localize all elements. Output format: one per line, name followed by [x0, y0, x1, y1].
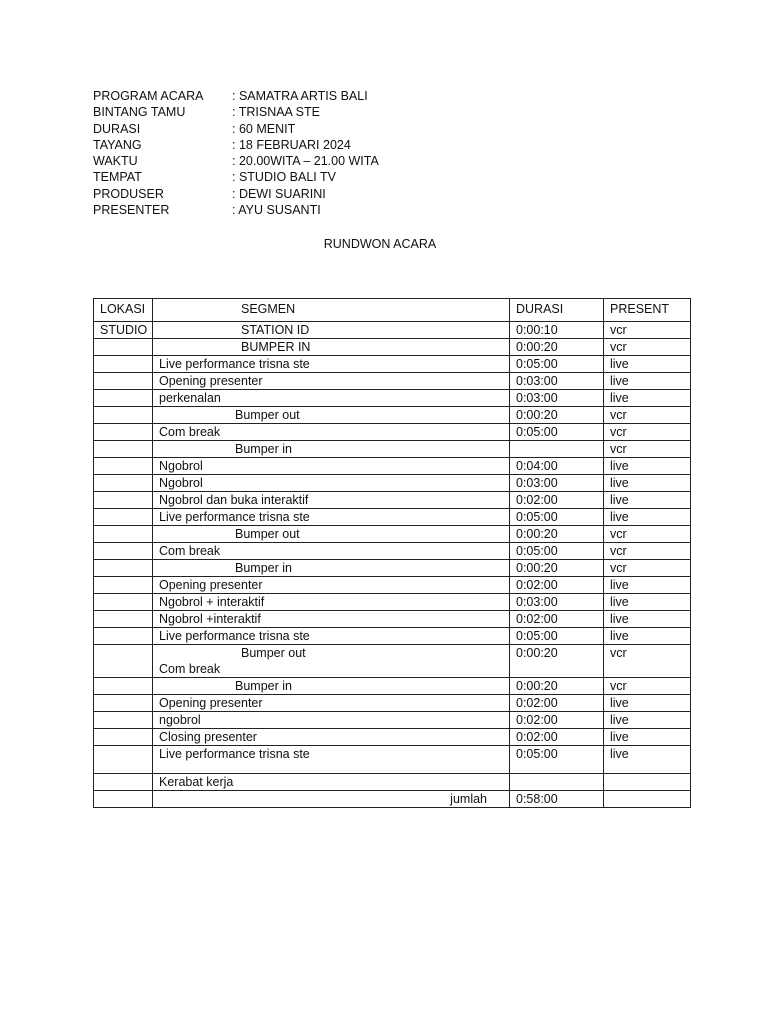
- cell-segmen: STATION ID: [153, 322, 510, 339]
- info-value: : 20.00WITA – 21.00 WITA: [232, 154, 379, 169]
- cell-segmen: Bumper in: [153, 678, 510, 695]
- cell-durasi: 0:05:00: [510, 543, 604, 560]
- info-label: TAYANG: [93, 137, 142, 152]
- table-row: [94, 424, 691, 441]
- cell-present: live: [604, 390, 691, 407]
- cell-segmen: Opening presenter: [153, 577, 510, 594]
- cell-lokasi: [94, 611, 153, 628]
- cell-present: live: [604, 746, 691, 774]
- cell-segmen: Ngobrol: [153, 458, 510, 475]
- table-row: [94, 475, 691, 492]
- cell-lokasi: [94, 390, 153, 407]
- cell-present: vcr: [604, 424, 691, 441]
- cell-present: vcr: [604, 678, 691, 695]
- cell-present: vcr: [604, 407, 691, 424]
- cell-present: live: [604, 356, 691, 373]
- cell-present: live: [604, 695, 691, 712]
- cell-segmen: Closing presenter: [153, 729, 510, 746]
- cell-segmen: Com break: [153, 424, 510, 441]
- cell-durasi: 0:04:00: [510, 458, 604, 475]
- table-row: [94, 441, 691, 458]
- cell-segmen: Ngobrol: [153, 475, 510, 492]
- cell-lokasi: [94, 458, 153, 475]
- table-row: [94, 695, 691, 712]
- cell-present: vcr: [604, 526, 691, 543]
- cell-lokasi: [94, 339, 153, 356]
- cell-lokasi: [94, 407, 153, 424]
- info-value: : DEWI SUARINI: [232, 186, 326, 201]
- cell-durasi: 0:00:20: [510, 645, 604, 678]
- table-total-row: [94, 791, 691, 808]
- table-row: [94, 611, 691, 628]
- info-label: TEMPAT: [93, 170, 142, 185]
- total-label: jumlah: [153, 791, 510, 808]
- cell-durasi: 0:03:00: [510, 373, 604, 390]
- cell-segmen: Ngobrol +interaktif: [153, 611, 510, 628]
- column-header-lokasi: LOKASI: [94, 299, 153, 322]
- table-row: [94, 577, 691, 594]
- cell-durasi: 0:00:20: [510, 526, 604, 543]
- cell-present: live: [604, 712, 691, 729]
- table-row: [94, 746, 691, 774]
- cell-segmen: Ngobrol dan buka interaktif: [153, 492, 510, 509]
- table-row: [94, 729, 691, 746]
- cell-segmen: [153, 645, 510, 678]
- cell-segmen: Opening presenter: [153, 373, 510, 390]
- cell-segmen-line-2: Com break: [159, 662, 221, 676]
- cell-durasi: 0:00:20: [510, 339, 604, 356]
- cell-segmen: Bumper out: [153, 407, 510, 424]
- cell-present: [604, 774, 691, 791]
- cell-segmen: Kerabat kerja: [153, 774, 510, 791]
- info-row-place: [93, 169, 379, 185]
- cell-present: live: [604, 594, 691, 611]
- cell-lokasi: [94, 774, 153, 791]
- cell-lokasi: [94, 492, 153, 509]
- info-row-guest: [93, 104, 379, 120]
- cell-lokasi: [94, 577, 153, 594]
- cell-segmen: Live performance trisna ste: [153, 509, 510, 526]
- info-label: PRODUSER: [93, 186, 164, 201]
- cell-present: live: [604, 729, 691, 746]
- cell-lokasi: [94, 424, 153, 441]
- total-durasi: 0:58:00: [510, 791, 604, 808]
- cell-lokasi: [94, 560, 153, 577]
- document-title: RUNDWON ACARA: [323, 237, 437, 251]
- info-row-time: [93, 153, 379, 169]
- info-label: WAKTU: [93, 154, 138, 169]
- cell-present: vcr: [604, 543, 691, 560]
- cell-durasi: 0:05:00: [510, 356, 604, 373]
- info-row-presenter: [93, 202, 379, 218]
- cell-lokasi: [94, 594, 153, 611]
- info-value: : TRISNAA STE: [232, 105, 320, 120]
- info-label: DURASI: [93, 121, 141, 136]
- table-row: [94, 712, 691, 729]
- table-row: [94, 628, 691, 645]
- table-row: [94, 492, 691, 509]
- cell-present: [604, 791, 691, 808]
- cell-lokasi: [94, 509, 153, 526]
- info-value: : STUDIO BALI TV: [232, 170, 336, 185]
- cell-lokasi: [94, 645, 153, 678]
- cell-durasi: 0:00:20: [510, 560, 604, 577]
- cell-present: vcr: [604, 560, 691, 577]
- cell-durasi: 0:03:00: [510, 390, 604, 407]
- info-row-duration: [93, 121, 379, 137]
- column-header-segmen: SEGMEN: [153, 299, 510, 322]
- info-value: : 18 FEBRUARI 2024: [232, 137, 351, 152]
- cell-durasi: 0:00:20: [510, 407, 604, 424]
- cell-lokasi: [94, 628, 153, 645]
- cell-present: live: [604, 628, 691, 645]
- cell-durasi: 0:02:00: [510, 577, 604, 594]
- cell-durasi: 0:00:10: [510, 322, 604, 339]
- program-info: [93, 88, 379, 218]
- cell-lokasi: [94, 373, 153, 390]
- cell-durasi: 0:02:00: [510, 695, 604, 712]
- info-label: PRESENTER: [93, 203, 170, 218]
- cell-segmen: BUMPER IN: [153, 339, 510, 356]
- cell-present: vcr: [604, 322, 691, 339]
- cell-segmen: ngobrol: [153, 712, 510, 729]
- cell-durasi: 0:02:00: [510, 712, 604, 729]
- table-row: [94, 458, 691, 475]
- cell-lokasi: [94, 441, 153, 458]
- cell-lokasi: [94, 712, 153, 729]
- table-row: [94, 594, 691, 611]
- cell-present: live: [604, 475, 691, 492]
- info-value: : AYU SUSANTI: [232, 203, 321, 218]
- cell-lokasi: [94, 356, 153, 373]
- info-row-producer: [93, 186, 379, 202]
- cell-segmen: Bumper in: [153, 441, 510, 458]
- cell-segmen: Live performance trisna ste: [153, 746, 510, 774]
- cell-lokasi: [94, 695, 153, 712]
- cell-lokasi: [94, 678, 153, 695]
- cell-segmen: Bumper in: [153, 560, 510, 577]
- cell-segmen: Live performance trisna ste: [153, 356, 510, 373]
- cell-present: live: [604, 373, 691, 390]
- cell-present: live: [604, 611, 691, 628]
- table-header-row: [94, 299, 691, 322]
- cell-lokasi: [94, 543, 153, 560]
- cell-segmen: Com break: [153, 543, 510, 560]
- column-header-present: PRESENT: [604, 299, 691, 322]
- cell-durasi: [510, 774, 604, 791]
- cell-present: vcr: [604, 441, 691, 458]
- cell-durasi: 0:02:00: [510, 729, 604, 746]
- cell-durasi: 0:02:00: [510, 611, 604, 628]
- cell-segmen: Opening presenter: [153, 695, 510, 712]
- cell-present: vcr: [604, 339, 691, 356]
- cell-lokasi: [94, 526, 153, 543]
- cell-present: vcr: [604, 645, 691, 678]
- cell-durasi: 0:05:00: [510, 509, 604, 526]
- cell-lokasi: [94, 729, 153, 746]
- cell-present: live: [604, 577, 691, 594]
- table-row: [94, 526, 691, 543]
- table-row: [94, 509, 691, 526]
- cell-durasi: 0:00:20: [510, 678, 604, 695]
- info-row-program: [93, 88, 379, 104]
- cell-present: live: [604, 509, 691, 526]
- cell-durasi: 0:03:00: [510, 594, 604, 611]
- cell-segmen-line-1: Bumper out: [241, 646, 306, 660]
- table-row: [94, 678, 691, 695]
- table-row: [94, 322, 691, 339]
- table-row: [94, 543, 691, 560]
- table-row: [94, 407, 691, 424]
- table-row: [94, 356, 691, 373]
- table-row: [94, 645, 691, 678]
- info-label: PROGRAM ACARA: [93, 89, 204, 103]
- cell-present: live: [604, 458, 691, 475]
- cell-segmen: Live performance trisna ste: [153, 628, 510, 645]
- table-row: [94, 390, 691, 407]
- table-row: [94, 373, 691, 390]
- cell-durasi: 0:05:00: [510, 628, 604, 645]
- cell-segmen: perkenalan: [153, 390, 510, 407]
- cell-durasi: 0:05:00: [510, 424, 604, 441]
- table-row: [94, 339, 691, 356]
- table-row: [94, 774, 691, 791]
- info-value: : SAMATRA ARTIS BALI: [232, 89, 368, 103]
- cell-lokasi: [94, 746, 153, 774]
- rundown-table: [93, 298, 691, 808]
- info-label: BINTANG TAMU: [93, 105, 186, 120]
- cell-lokasi: STUDIO: [94, 322, 153, 339]
- cell-durasi: 0:02:00: [510, 492, 604, 509]
- cell-durasi: 0:05:00: [510, 746, 604, 774]
- cell-segmen: Ngobrol + interaktif: [153, 594, 510, 611]
- cell-segmen: Bumper out: [153, 526, 510, 543]
- cell-durasi: [510, 441, 604, 458]
- cell-lokasi: [94, 791, 153, 808]
- info-value: : 60 MENIT: [232, 121, 296, 136]
- cell-lokasi: [94, 475, 153, 492]
- cell-present: live: [604, 492, 691, 509]
- column-header-durasi: DURASI: [510, 299, 604, 322]
- cell-durasi: 0:03:00: [510, 475, 604, 492]
- table-row: [94, 560, 691, 577]
- info-row-airdate: [93, 137, 379, 153]
